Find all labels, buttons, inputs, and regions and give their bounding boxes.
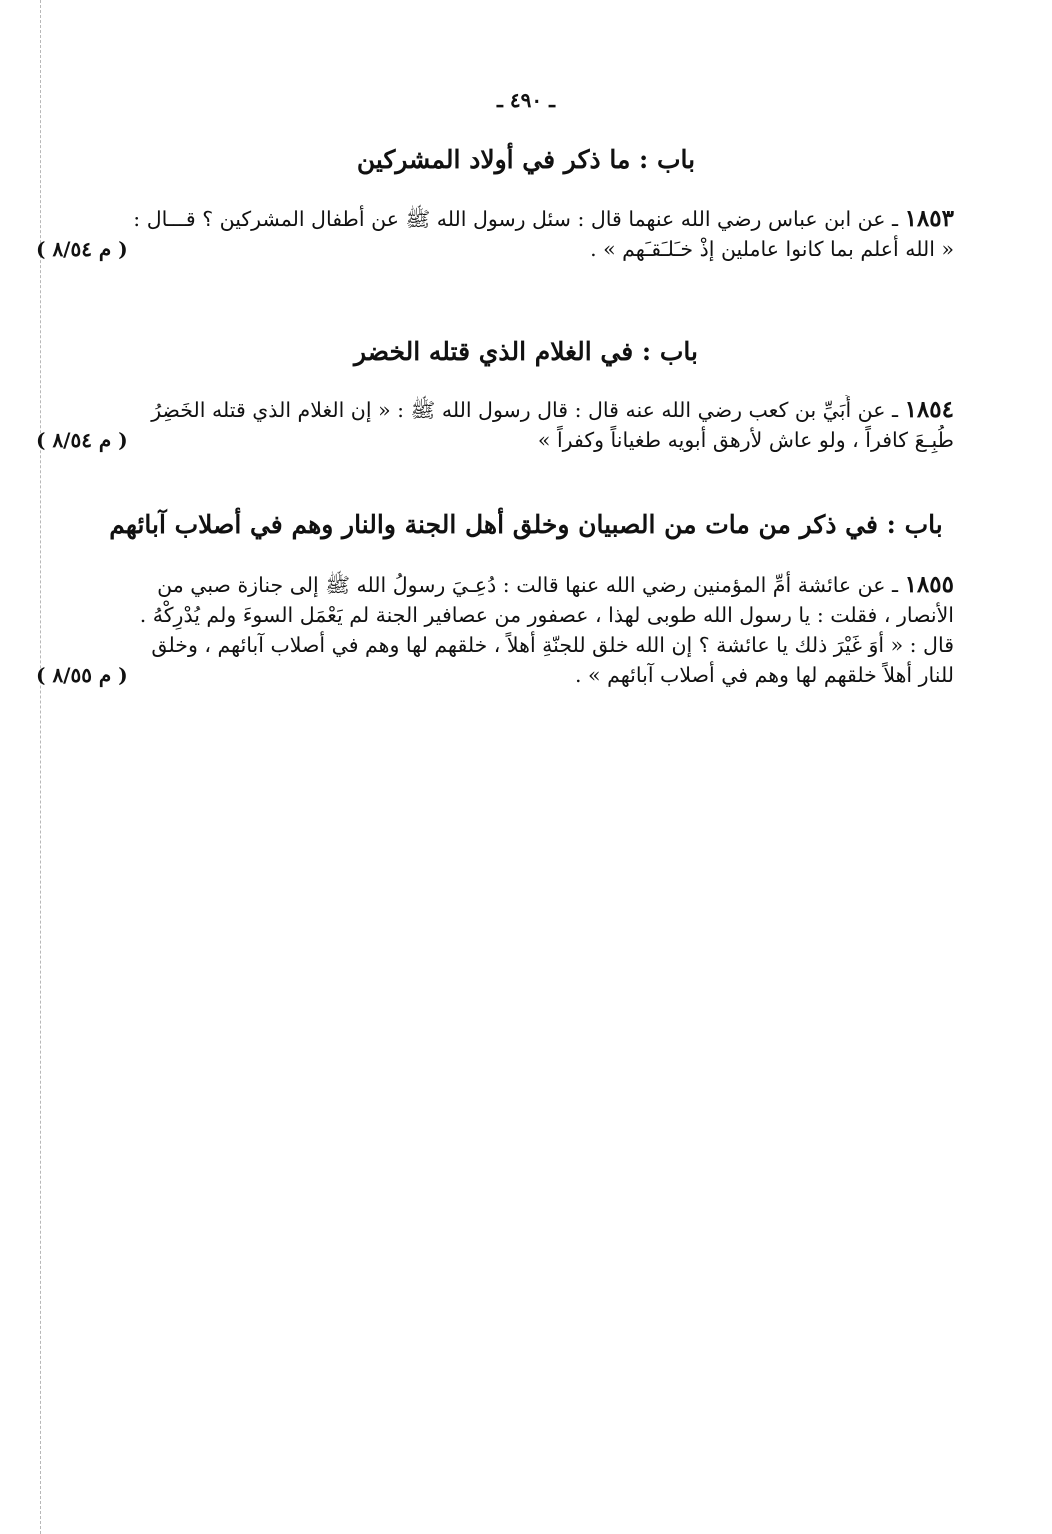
- hadith-line: قال : « أوَ غَيْرَ ذلك يا عائشة ؟ إن الله خلق للجنّةِ أهلاً ، خلقهم لها وهم في أصلاب آبائهم ، وخلق: [151, 633, 954, 657]
- source-reference: ( م ٨/٥٤ ): [36, 428, 128, 452]
- hadith-text: طُبِـعَ كافراً ، ولو عاش لأرهق أبويه طغياناً وكفراً »: [537, 428, 954, 452]
- source-reference: ( م ٨/٥٥ ): [36, 663, 128, 687]
- hadith-line: [36, 570, 954, 600]
- hadith-text: ـ عن عائشة أمِّ المؤمنين رضي الله عنها قالت : دُعِـيَ رسولُ الله ﷺ إلى جنازة صبي من: [157, 573, 899, 597]
- hadith-line: [36, 425, 954, 455]
- hadith-text: ـ عن ابن عباس رضي الله عنهما قال : سئل رسول الله ﷺ عن أطفال المشركين ؟ قـــال :: [133, 207, 899, 231]
- hadith-line: [36, 395, 954, 425]
- chapter-title: باب : في ذكر من مات من الصبيان وخلق أهل الجنة والنار وهم في أصلاب آبائهم: [109, 510, 943, 539]
- page-number: ـ ٤٩٠ ـ: [497, 88, 555, 112]
- hadith-text: « الله أعلم بما كانوا عاملين إذْ خـَلـَقـَهم » .: [590, 237, 954, 261]
- chapter-title: باب : ما ذكر في أولاد المشركين: [356, 145, 696, 174]
- hadith-text: للنار أهلاً خلقهم لها وهم في أصلاب آبائهم » .: [575, 663, 954, 687]
- hadith-line: [36, 660, 954, 690]
- hadith-number: ١٨٥٣: [904, 205, 954, 232]
- source-reference: ( م ٨/٥٤ ): [36, 237, 128, 261]
- hadith-entry: [36, 395, 954, 455]
- hadith-number: ١٨٥٥: [904, 571, 954, 598]
- hadith-line: [36, 204, 954, 234]
- hadith-line: [36, 234, 954, 264]
- hadith-entry: [36, 204, 954, 264]
- chapter-title: باب : في الغلام الذي قتله الخضر: [354, 337, 698, 366]
- hadith-entry: [36, 570, 954, 690]
- hadith-text: ـ عن أُبَيِّ بن كعب رضي الله عنه قال : قال رسول الله ﷺ : « إن الغلام الذي قتله الخَضِرُ: [151, 398, 899, 422]
- hadith-number: ١٨٥٤: [904, 396, 954, 423]
- hadith-line: الأنصار ، فقلت : يا رسول الله طوبى لهذا ، عصفور من عصافير الجنة لم يَعْمَل السوءَ ولم يُدْرِكْهُ .: [139, 603, 954, 627]
